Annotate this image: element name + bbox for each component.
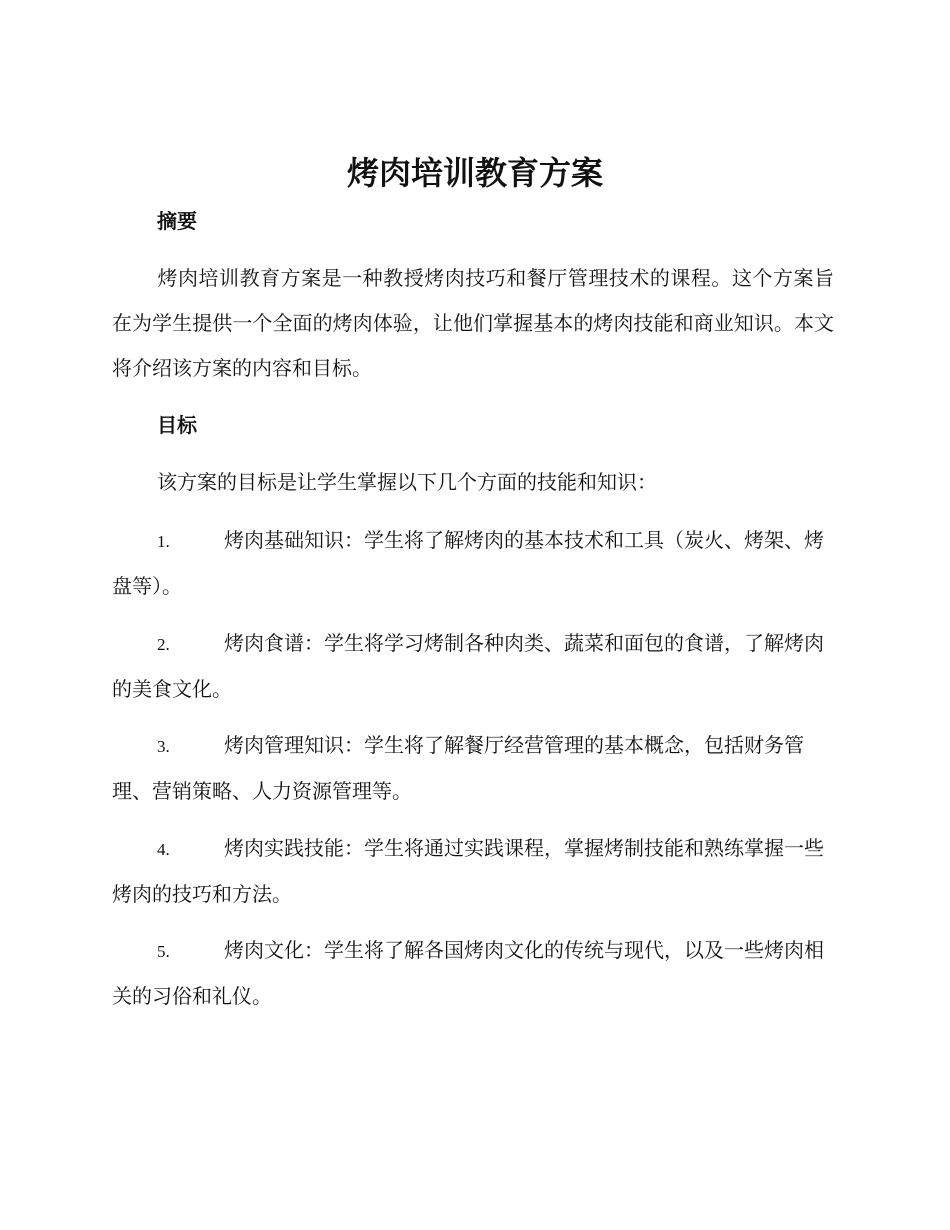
list-item-text: 烤肉管理知识：学生将了解餐厅经营管理的基本概念，包括财务管理、营销策略、人力资源管理等。 <box>112 733 804 803</box>
goals-heading: 目标 <box>157 413 197 437</box>
list-item-number: 2. <box>157 635 170 654</box>
list-item-number: 4. <box>157 840 170 859</box>
list-item <box>112 826 834 917</box>
goals-intro <box>112 460 834 505</box>
list-item-text: 烤肉文化：学生将了解各国烤肉文化的传统与现代，以及一些烤肉相关的习俗和礼仪。 <box>112 938 824 1008</box>
abstract-paragraph-text: 烤肉培训教育方案是一种教授烤肉技巧和餐厅管理技术的课程。这个方案旨在为学生提供一个全面的烤肉体验，让他们掌握基本的烤肉技能和商业知识。本文将介绍该方案的内容和目标。 <box>112 266 834 380</box>
list-item <box>112 621 834 712</box>
document-title: 烤肉培训教育方案 <box>346 154 603 192</box>
list-item <box>112 518 834 609</box>
list-item-text: 烤肉基础知识：学生将了解烤肉的基本技术和工具（炭火、烤架、烤盘等）。 <box>112 528 824 598</box>
list-item-number: 5. <box>157 942 170 961</box>
list-item-number: 3. <box>157 737 170 756</box>
list-item <box>112 723 834 814</box>
list-item-text: 烤肉实践技能：学生将通过实践课程，掌握烤制技能和熟练掌握一些烤肉的技巧和方法。 <box>112 836 824 906</box>
abstract-paragraph <box>112 256 834 391</box>
list-item <box>112 928 834 1019</box>
goals-intro-text: 该方案的目标是让学生掌握以下几个方面的技能和知识： <box>157 470 657 494</box>
abstract-heading: 摘要 <box>157 209 197 233</box>
list-item-number: 1. <box>157 532 170 551</box>
list-item-text: 烤肉食谱：学生将学习烤制各种肉类、蔬菜和面包的食谱，了解烤肉的美食文化。 <box>112 631 824 701</box>
